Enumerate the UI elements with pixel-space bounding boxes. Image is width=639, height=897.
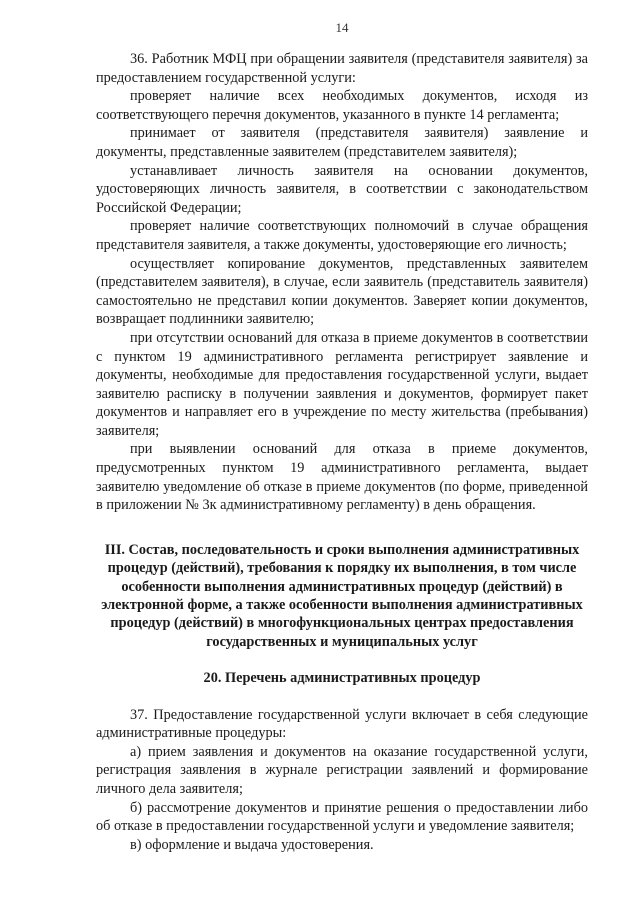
paragraph: при отсутствии оснований для отказа в приеме документов в соответствии с пунктом 19 административного регламента регистрирует заявление и документы, необходимые для предоставления государственной услуги, выдает заявителю расписку в получении заявления и документов, формирует пакет документов и направляет его в учреждение по месту жительства (пребывания) заявителя;: [96, 329, 588, 439]
paragraph: осуществляет копирование документов, представленных заявителем (представителем заявителя), в случае, если заявитель (представитель заявителя) самостоятельно не представил копии документов. Заверяет копии документов, возвращает подлинники заявителю;: [96, 255, 588, 328]
paragraph: принимает от заявителя (представителя заявителя) заявление и документы, представленные заявителем (представителем заявителя);: [96, 125, 588, 160]
page-number: 14: [335, 20, 349, 35]
list-item: в) оформление и выдача удостоверения.: [130, 836, 374, 853]
list-item: б) рассмотрение документов и принятие решения о предоставлении либо об отказе в предоставлении государственной услуги и уведомление заявителя;: [96, 799, 588, 835]
subsection-heading: 20. Перечень административных процедур: [203, 670, 481, 687]
section-heading: III. Состав, последовательность и сроки выполнения административных процедур (действий), требования к порядку их выполнения, в том числе особенности выполнения административных процедур (действий) в электронной форме, а также особенности выполнения административных процедур (действий) в многофункциональных центрах предоставления государственных и муниципальных услуг: [101, 541, 583, 650]
document-body: [96, 50, 588, 854]
paragraph: проверяет наличие соответствующих полномочий в случае обращения представителя заявителя, а также документы, удостоверяющие его личность;: [96, 218, 588, 253]
paragraph: при выявлении оснований для отказа в приеме документов, предусмотренных пунктом 19 административного регламента, выдает заявителю уведомление об отказе в приеме документов (по форме, приведенной в приложении № 3к административному регламенту) в день обращения.: [96, 441, 588, 514]
paragraph: проверяет наличие всех необходимых документов, исходя из соответствующего перечня документов, указанного в пункте 14 регламента;: [96, 88, 588, 123]
paragraph-37: 37. Предоставление государственной услуги включает в себя следующие административные процедуры:: [96, 706, 588, 742]
paragraph: устанавливает личность заявителя на основании документов, удостоверяющих личность заявителя, в соответствии с законодательством Российской Федерации;: [96, 162, 588, 216]
list-item: а) прием заявления и документов на оказание государственной услуги, регистрация заявления в журнале регистрации заявлений и формирование личного дела заявителя;: [96, 743, 588, 798]
paragraph-36: 36. Работник МФЦ при обращении заявителя (представителя заявителя) за предоставлением государственной услуги:: [96, 51, 588, 86]
